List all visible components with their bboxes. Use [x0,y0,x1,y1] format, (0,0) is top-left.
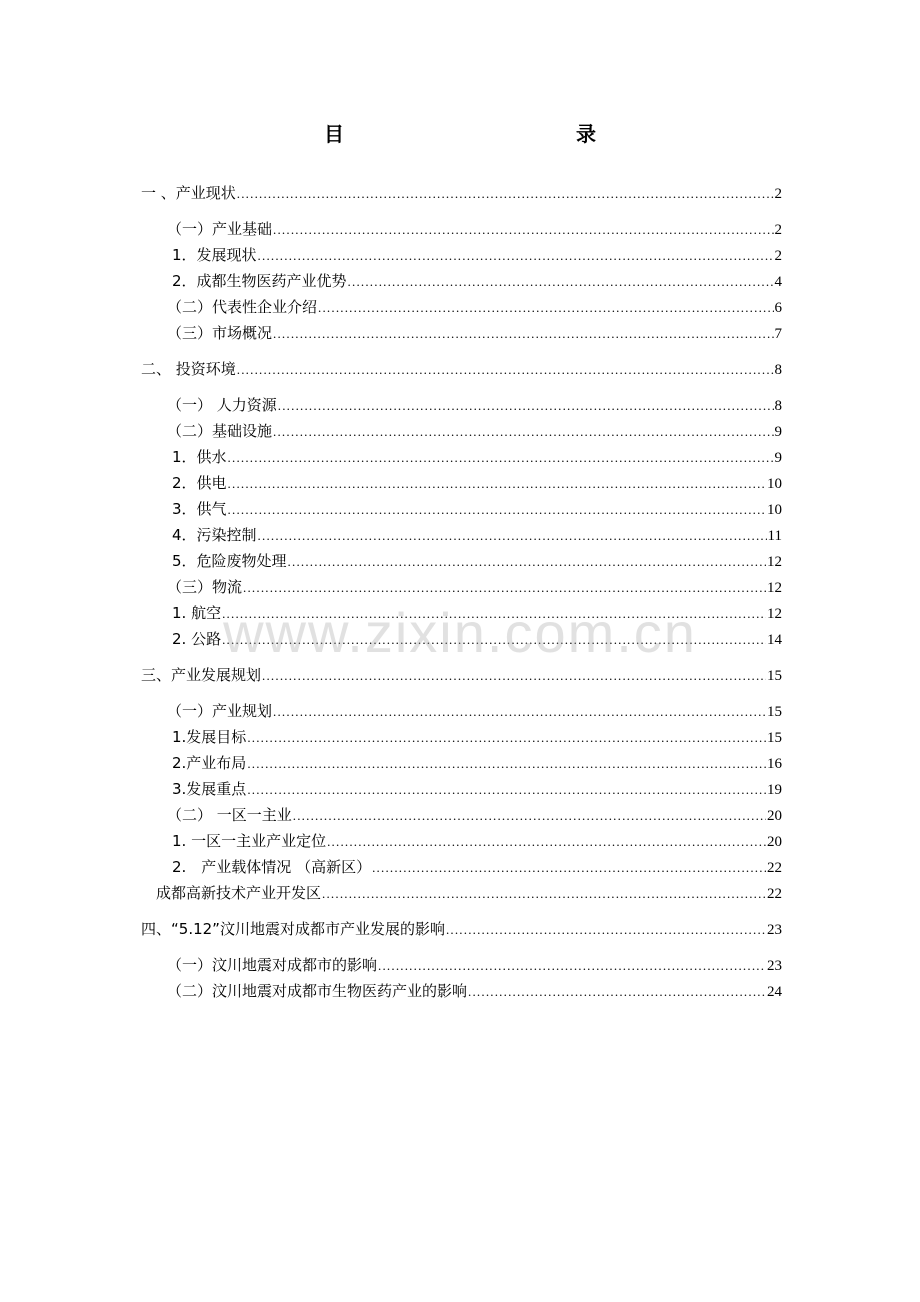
toc-leader-dots [237,357,774,383]
toc-entry-label: 一 、产业现状 [141,184,236,202]
toc-entry[interactable] [141,750,782,776]
toc-leader-dots [243,575,766,601]
toc-entry[interactable] [141,574,782,600]
toc-entry-label: 三、产业发展规划 [141,666,262,684]
toc-entry-label: 1. 一区一主业产业定位 [172,832,327,850]
toc-entry[interactable] [141,802,782,828]
toc-leader-dots [258,523,767,549]
toc-entry-page-number: 9 [774,450,782,466]
toc-leader-dots [262,663,766,689]
toc-entry[interactable] [141,180,782,206]
toc-entry-page-number: 23 [767,922,782,938]
toc-entry-label: （二） 一区一主业 [167,806,292,824]
toc-entry-label: 4．污染控制 [172,526,257,544]
toc-entry[interactable] [141,216,782,242]
toc-entry[interactable] [141,268,782,294]
toc-entry-label: 成都高新技术产业开发区 [156,884,322,902]
toc-entry-label: 1．供水 [172,448,227,466]
toc-entry[interactable] [141,828,782,854]
toc-leader-dots [327,829,766,855]
toc-entry-page-number: 22 [767,860,782,876]
toc-leader-dots [288,549,766,575]
toc-entry-page-number: 10 [767,476,782,492]
toc-entry[interactable] [141,470,782,496]
toc-leader-dots [258,243,774,269]
toc-entry[interactable] [141,880,782,906]
toc-leader-dots [247,751,766,777]
toc-entry[interactable] [141,600,782,626]
toc-entry-label: （一）产业基础 [167,220,273,238]
toc-entry-label: 2．成都生物医药产业优势 [172,272,347,290]
toc-entry-page-number: 16 [767,756,782,772]
toc-leader-dots [228,471,766,497]
toc-entry[interactable] [141,522,782,548]
toc-entry[interactable] [141,320,782,346]
toc-entry[interactable] [141,418,782,444]
toc-leader-dots [228,497,766,523]
toc-entry-page-number: 10 [767,502,782,518]
toc-entry[interactable] [141,548,782,574]
toc-entry[interactable] [141,978,782,1004]
toc-entry-page-number: 15 [767,704,782,720]
toc-entry[interactable] [141,242,782,268]
toc-leader-dots [378,953,766,979]
toc-leader-dots [322,881,766,907]
toc-leader-dots [446,917,766,943]
toc-entry[interactable] [141,854,782,880]
toc-leader-dots [247,777,766,803]
toc-entry-label: 3．供气 [172,500,227,518]
toc-entry[interactable] [141,356,782,382]
table-of-contents [141,170,782,1004]
toc-leader-dots [273,699,766,725]
toc-entry-label: （一）产业规划 [167,702,273,720]
toc-entry-label: （一）汶川地震对成都市的影响 [167,956,378,974]
toc-entry-page-number: 8 [774,398,782,414]
toc-leader-dots [273,217,773,243]
toc-entry-page-number: 12 [767,554,782,570]
toc-entry-label: （二）代表性企业介绍 [167,298,318,316]
toc-leader-dots [228,445,774,471]
toc-entry-page-number: 11 [767,528,782,544]
toc-entry-page-number: 15 [767,730,782,746]
toc-entry-page-number: 22 [767,886,782,902]
toc-entry-page-number: 6 [774,300,782,316]
toc-leader-dots [222,601,766,627]
toc-entry-label: （三）物流 [167,578,243,596]
toc-leader-dots [468,979,766,1005]
toc-entry-page-number: 4 [774,274,782,290]
toc-leader-dots [237,181,774,207]
toc-entry-label: 四、“5.12”汶川地震对成都市产业发展的影响 [141,920,445,938]
toc-entry[interactable] [141,444,782,470]
toc-entry-label: 5．危险废物处理 [172,552,287,570]
toc-entry-page-number: 19 [767,782,782,798]
toc-entry-label: 1. 航空 [172,604,222,622]
toc-entry-label: 1.发展目标 [172,728,247,746]
toc-entry[interactable] [141,916,782,942]
toc-entry[interactable] [141,662,782,688]
toc-entry-page-number: 2 [774,222,782,238]
toc-entry-label: （一） 人力资源 [167,396,277,414]
toc-entry-label: 2.产业布局 [172,754,247,772]
toc-entry-page-number: 20 [767,808,782,824]
toc-entry[interactable] [141,294,782,320]
watermark-text: www.zixin.com.cn [223,601,697,664]
toc-leader-dots [372,855,766,881]
toc-entry-label: （二）基础设施 [167,422,273,440]
toc-entry-label: 1．发展现状 [172,246,257,264]
toc-entry[interactable] [141,626,782,652]
toc-entry-label: 二、 投资环境 [141,360,236,378]
toc-entry-page-number: 2 [774,248,782,264]
toc-entry[interactable] [141,698,782,724]
toc-entry-page-number: 12 [767,606,782,622]
toc-entry[interactable] [141,392,782,418]
toc-leader-dots [247,725,766,751]
toc-leader-dots [273,321,773,347]
toc-entry-page-number: 9 [774,424,782,440]
toc-leader-dots [293,803,766,829]
toc-leader-dots [318,295,773,321]
toc-entry-label: 3.发展重点 [172,780,247,798]
toc-entry-page-number: 15 [767,668,782,684]
toc-leader-dots [348,269,774,295]
toc-entry-page-number: 7 [774,326,782,342]
toc-entry-label: 2. 产业载体情况 （高新区） [172,858,372,876]
toc-entry-label: 2．供电 [172,474,227,492]
page-title: 目 录 [324,122,660,146]
toc-entry[interactable] [141,952,782,978]
toc-entry[interactable] [141,724,782,750]
toc-entry[interactable] [141,496,782,522]
toc-leader-dots [222,627,766,653]
toc-entry-page-number: 8 [774,362,782,378]
toc-entry-page-number: 14 [767,632,782,648]
toc-entry-page-number: 24 [767,984,782,1000]
toc-entry-label: （三）市场概况 [167,324,273,342]
toc-entry-page-number: 12 [767,580,782,596]
toc-entry[interactable] [141,776,782,802]
toc-entry-label: （二）汶川地震对成都市生物医药产业的影响 [167,982,468,1000]
toc-entry-page-number: 20 [767,834,782,850]
toc-entry-page-number: 23 [767,958,782,974]
toc-entry-label: 2. 公路 [172,630,222,648]
toc-entry-page-number: 2 [774,186,782,202]
toc-leader-dots [273,419,773,445]
toc-leader-dots [278,393,774,419]
